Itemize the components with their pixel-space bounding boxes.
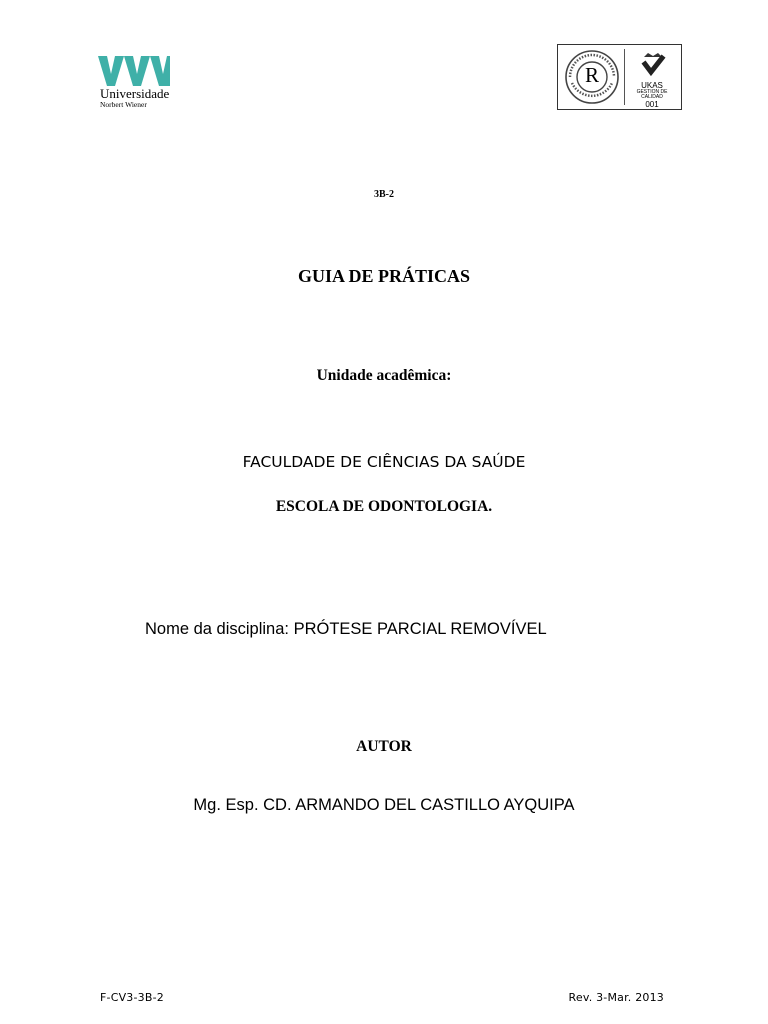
document-code: 3B-2 bbox=[374, 189, 394, 200]
logo-name: Universidade bbox=[100, 86, 170, 101]
faculty-name: FACULDADE DE CIÊNCIAS DA SAÚDE bbox=[242, 453, 526, 471]
author-name: Mg. Esp. CD. ARMANDO DEL CASTILLO AYQUIPA bbox=[193, 796, 575, 814]
subject-name: Nome da disciplina: PRÓTESE PARCIAL REMOVÍVEL bbox=[145, 620, 547, 638]
ukas-name: UKAS bbox=[641, 81, 663, 90]
cert-divider bbox=[624, 49, 625, 105]
logo-mark-icon bbox=[98, 54, 176, 86]
footer-revision: Rev. 3-Mar. 2013 bbox=[568, 991, 664, 1004]
author-label: AUTOR bbox=[356, 738, 412, 755]
footer-form-code: F-CV3-3B-2 bbox=[100, 991, 164, 1004]
school-name: ESCOLA DE ODONTOLOGIA. bbox=[275, 498, 493, 515]
ukas-number: 001 bbox=[645, 100, 659, 109]
seal-letter: R bbox=[584, 63, 599, 87]
unit-label: Unidade acadêmica: bbox=[316, 367, 452, 384]
ukas-sub-1: GESTION DE bbox=[636, 89, 668, 95]
logo-subname: Norbert Wiener bbox=[100, 100, 147, 109]
document-title: GUIA DE PRÁTICAS bbox=[297, 266, 471, 286]
ukas-sub-2: CALIDAD bbox=[641, 94, 663, 100]
certification-badges bbox=[557, 44, 682, 110]
ukas-crown-check-icon bbox=[638, 49, 668, 79]
